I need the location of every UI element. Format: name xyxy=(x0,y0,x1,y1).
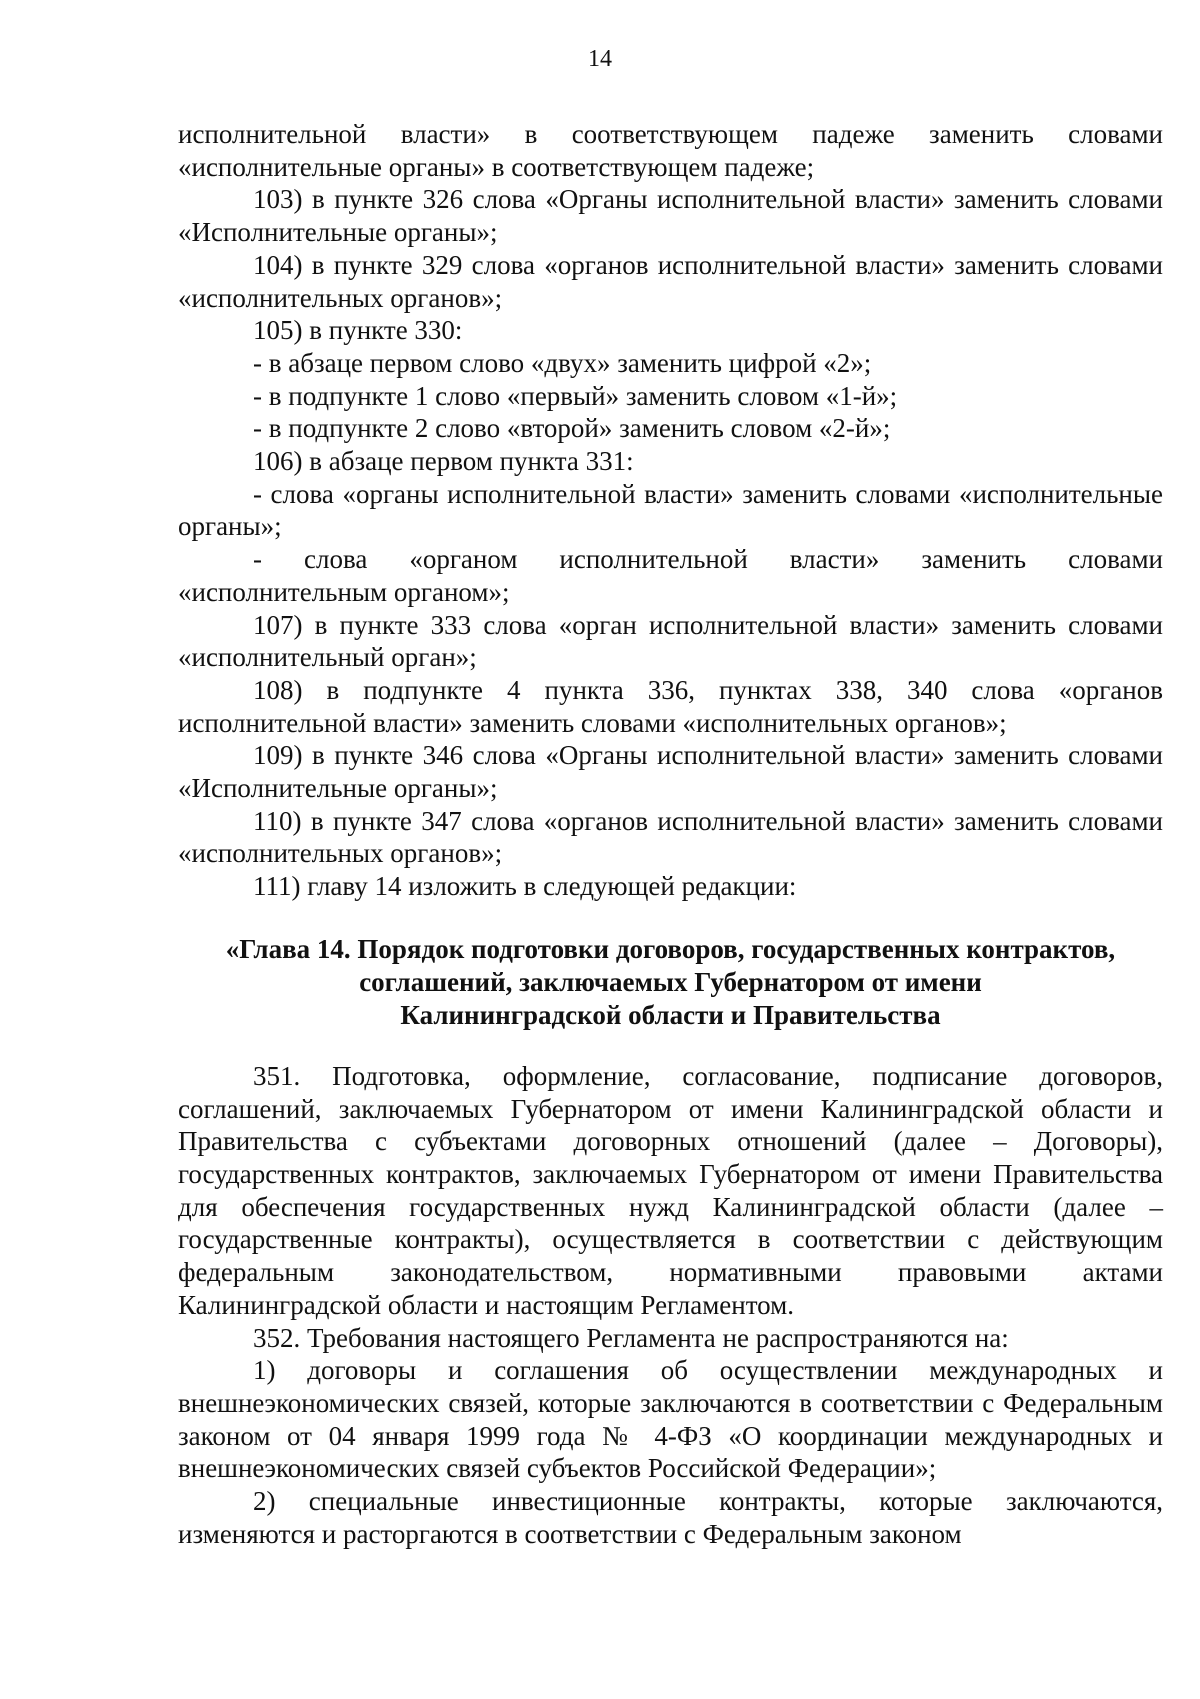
paragraph: - в подпункте 2 слово «второй» заменить словом «2-й»; xyxy=(253,413,891,444)
paragraph: 110) в пункте 347 слова «органов исполнительной власти» заменить словами «исполнительных органов»; xyxy=(178,805,1163,869)
paragraph: 1) договоры и соглашения об осуществлении международных и внешнеэкономических связей, которые заключаются в соответствии с Федеральным законом от 04 января 1999 года № 4-ФЗ «О координации международных и внешнеэкономических связей субъектов Российской Федерации»; xyxy=(178,1355,1163,1484)
paragraph: 111) главу 14 изложить в следующей редакции: xyxy=(253,871,797,902)
paragraph: 2) специальные инвестиционные контракты, которые заключаются, изменяются и расторгаются в соответствии с Федеральным законом xyxy=(178,1486,1163,1549)
paragraph: 352. Требования настоящего Регламента не распространяются на: xyxy=(253,1322,1009,1353)
chapter-body xyxy=(178,1060,1163,1551)
paragraph: 104) в пункте 329 слова «органов исполнительной власти» заменить словами «исполнительных органов»; xyxy=(178,249,1163,313)
paragraph: исполнительной власти» в соответствующем падеже заменить словами «исполнительные органы» в соответствующем падеже; xyxy=(178,119,1163,182)
chapter-heading-line: Калининградской области и Правительства xyxy=(400,999,941,1030)
chapter-heading xyxy=(178,933,1163,1032)
paragraph: 105) в пункте 330: xyxy=(253,315,463,346)
amendments-list xyxy=(178,118,1163,903)
paragraph: 107) в пункте 333 слова «орган исполнительной власти» заменить словами «исполнительный орган»; xyxy=(178,609,1163,673)
paragraph: 103) в пункте 326 слова «Органы исполнительной власти» заменить словами «Исполнительные органы»; xyxy=(178,184,1163,248)
paragraph: - слова «органом исполнительной власти» заменить словами «исполнительным органом»; xyxy=(178,544,1163,607)
document-body xyxy=(178,118,1163,1550)
paragraph: 106) в абзаце первом пункта 331: xyxy=(253,446,634,477)
paragraph: 109) в пункте 346 слова «Органы исполнительной власти» заменить словами «Исполнительные органы»; xyxy=(178,740,1163,804)
page-number: 14 xyxy=(588,46,612,72)
paragraph: 351. Подготовка, оформление, согласование, подписание договоров, соглашений, заключаемых Губернатором от имени Калининградской области и Правительства с субъектами договорных отношений (далее – Договоры), государственных контрактов, заключаемых Губернатором от имени Правительства для обеспечения государственных нужд Калининградской области (далее – государственные контракты), осуществляется в соответствии с действующим федеральным законодательством, нормативными правовыми актами Калининградской области и настоящим Регламентом. xyxy=(178,1060,1163,1320)
paragraph: - в подпункте 1 слово «первый» заменить словом «1-й»; xyxy=(253,380,898,411)
chapter-heading-line: соглашений, заключаемых Губернатором от имени xyxy=(359,966,982,997)
chapter-heading-line: «Глава 14. Порядок подготовки договоров, государственных контрактов, xyxy=(225,933,1116,964)
paragraph: - слова «органы исполнительной власти» заменить словами «исполнительные органы»; xyxy=(178,478,1163,542)
paragraph: 108) в подпункте 4 пункта 336, пунктах 338, 340 слова «органов исполнительной власти» заменить словами «исполнительных органов»; xyxy=(178,674,1163,738)
paragraph: - в абзаце первом слово «двух» заменить цифрой «2»; xyxy=(253,347,872,378)
